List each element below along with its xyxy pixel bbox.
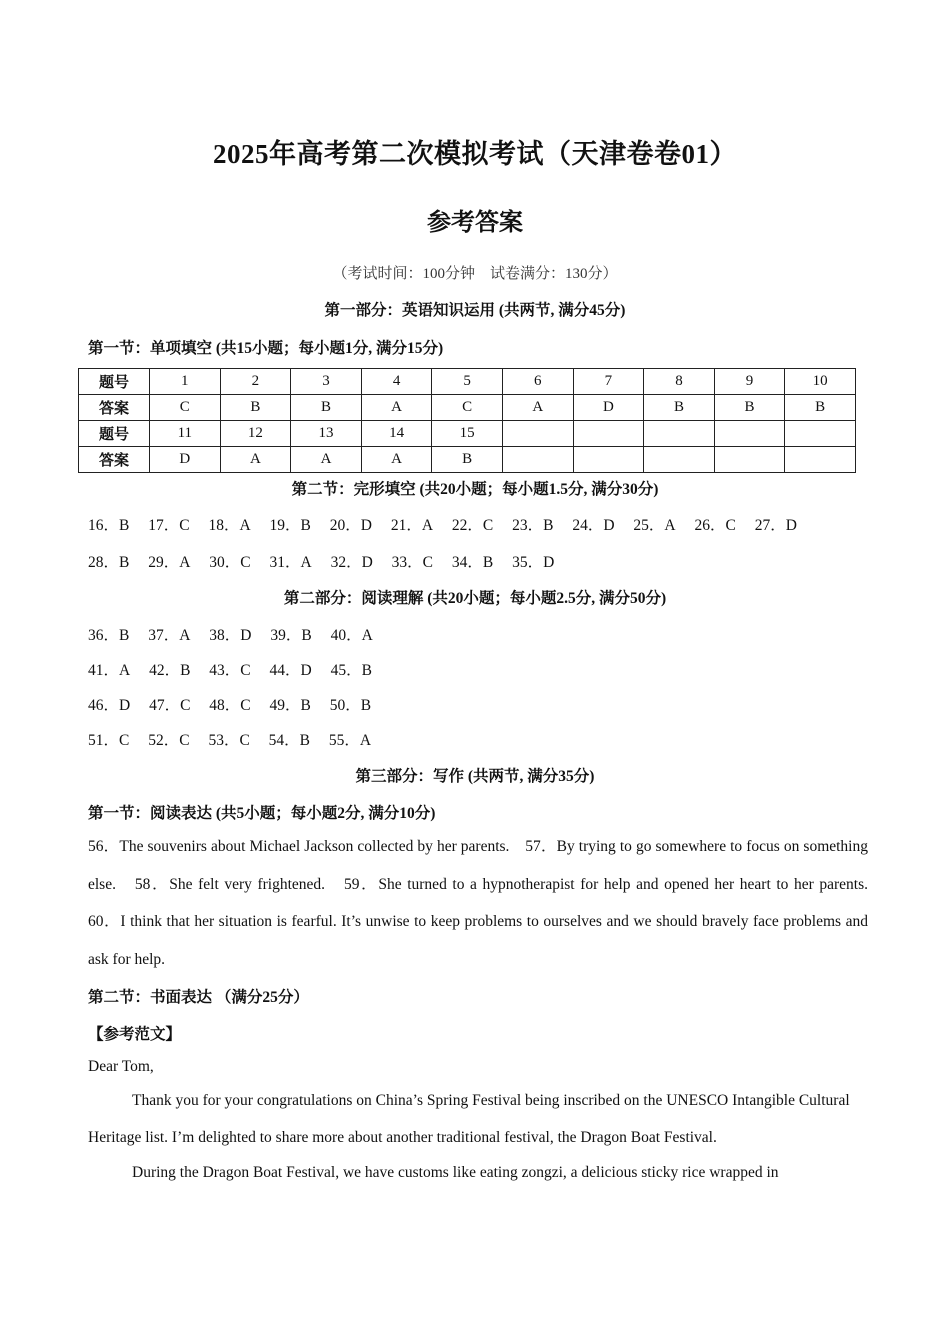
answer-item: 30．C xyxy=(209,554,251,571)
answer-item: 31．A xyxy=(269,554,312,571)
answer-item: 50．B xyxy=(329,697,372,714)
table-cell xyxy=(644,447,715,473)
table-cell: B xyxy=(785,395,856,421)
answer-item: 41．A xyxy=(88,662,131,679)
table-cell xyxy=(644,421,715,447)
table-cell: A xyxy=(291,447,362,473)
row-label: 答案 xyxy=(79,395,150,421)
answer-item: 38．D xyxy=(209,627,252,644)
exam-meta: （考试时间：100分钟 试卷满分：130分） xyxy=(332,266,618,282)
answer-item: 43．C xyxy=(209,662,251,679)
table-cell: B xyxy=(644,395,715,421)
table-cell: C xyxy=(432,395,503,421)
reading-answers-row-3 xyxy=(88,693,386,715)
part3-section2-heading: 第二节：书面表达 （满分25分） xyxy=(88,989,309,1006)
answer-item: 52．C xyxy=(148,732,190,749)
answer-item: 53．C xyxy=(208,732,250,749)
answer-item: 37．A xyxy=(148,627,191,644)
answer-item: 42．B xyxy=(149,662,191,679)
table-cell: 3 xyxy=(291,369,362,395)
letter-greeting: Dear Tom, xyxy=(88,1058,154,1075)
table-cell: 1 xyxy=(150,369,221,395)
table-cell xyxy=(573,421,644,447)
answer-item: 36．B xyxy=(88,627,130,644)
reading-answers-row-1 xyxy=(88,623,388,645)
answer-item: 18．A xyxy=(208,517,251,534)
answer-item: 40．A xyxy=(330,627,373,644)
table-cell: D xyxy=(150,447,221,473)
table-cell: A xyxy=(502,395,573,421)
table-cell: 2 xyxy=(220,369,291,395)
cloze-answers-row-1 xyxy=(88,513,812,535)
answer-item: 17．C xyxy=(148,517,190,534)
part1-section1-heading: 第一节：单项填空 (共15小题；每小题1分, 满分15分) xyxy=(88,340,444,357)
table-cell: A xyxy=(361,395,432,421)
answer-item: 23．B xyxy=(512,517,554,534)
answer-item: 35．D xyxy=(512,554,555,571)
answer-item: 27．D xyxy=(754,517,797,534)
table-cell: 5 xyxy=(432,369,503,395)
answer-item: 32．D xyxy=(330,554,373,571)
table-cell: A xyxy=(220,447,291,473)
row-label: 题号 xyxy=(79,421,150,447)
table-cell: 8 xyxy=(644,369,715,395)
answer-item: 39．B xyxy=(270,627,312,644)
answer-table xyxy=(78,368,856,473)
table-cell: B xyxy=(714,395,785,421)
table-cell: 12 xyxy=(220,421,291,447)
table-cell: 13 xyxy=(291,421,362,447)
table-cell: 11 xyxy=(150,421,221,447)
table-cell: A xyxy=(361,447,432,473)
part2-heading: 第二部分：阅读理解 (共20小题；每小题2.5分, 满分50分) xyxy=(283,590,667,607)
table-cell: B xyxy=(432,447,503,473)
answer-item: 46．D xyxy=(88,697,131,714)
answer-item: 19．B xyxy=(269,517,311,534)
table-cell xyxy=(502,421,573,447)
table-cell xyxy=(785,447,856,473)
reading-answers-row-2 xyxy=(88,658,387,680)
table-cell: 9 xyxy=(714,369,785,395)
answer-item: 44．D xyxy=(269,662,312,679)
answer-item: 24．D xyxy=(572,517,615,534)
answer-item: 20．D xyxy=(329,517,372,534)
table-cell: D xyxy=(573,395,644,421)
row-label: 题号 xyxy=(79,369,150,395)
row-label: 答案 xyxy=(79,447,150,473)
answer-item: 22．C xyxy=(451,517,494,534)
answer-item: 28．B xyxy=(88,554,130,571)
part1-heading: 第一部分：英语知识运用 (共两节, 满分45分) xyxy=(324,302,626,319)
answer-item: 45．B xyxy=(330,662,372,679)
answer-item: 25．A xyxy=(633,517,676,534)
answer-item: 55．A xyxy=(328,732,372,749)
table-cell: 15 xyxy=(432,421,503,447)
answer-item: 49．B xyxy=(269,697,311,714)
answer-item: 54．B xyxy=(268,732,310,749)
cloze-answers-row-2 xyxy=(88,550,569,572)
answer-item: 51．C xyxy=(88,732,130,749)
part3-heading: 第三部分：写作 (共两节, 满分35分) xyxy=(355,768,595,785)
table-cell xyxy=(714,447,785,473)
table-cell: 10 xyxy=(785,369,856,395)
part1-section2-heading: 第二节：完形填空 (共20小题；每小题1.5分, 满分30分) xyxy=(291,481,659,498)
table-row xyxy=(79,369,856,395)
table-cell: B xyxy=(291,395,362,421)
answer-item: 34．B xyxy=(451,554,494,571)
part3-section1-heading: 第一节：阅读表达 (共5小题；每小题2分, 满分10分) xyxy=(88,805,436,822)
answer-item: 16．B xyxy=(88,517,130,534)
table-cell xyxy=(785,421,856,447)
table-cell: 7 xyxy=(573,369,644,395)
table-cell: 4 xyxy=(361,369,432,395)
answer-item: 21．A xyxy=(390,517,434,534)
letter-paragraph-2: During the Dragon Boat Festival, we have customs like eating zongzi, a delicious sticky rice wrapped in xyxy=(132,1164,779,1181)
reading-answers-row-4 xyxy=(88,728,386,750)
table-cell: 6 xyxy=(502,369,573,395)
page-title: 2025年高考第二次模拟考试（天津卷卷01） xyxy=(213,139,737,169)
answer-item: 33．C xyxy=(391,554,434,571)
table-cell: C xyxy=(150,395,221,421)
letter-paragraph-1: Thank you for your congratulations on China’s Spring Festival being inscribed on the UNESCO Intangible Cultural Heritage list. I’m delighted to share more about another traditional festival, the Dragon Boat Festival. xyxy=(88,1092,850,1146)
table-cell xyxy=(502,447,573,473)
answer-item: 26．C xyxy=(694,517,736,534)
table-cell: 14 xyxy=(361,421,432,447)
table-cell: B xyxy=(220,395,291,421)
table-row xyxy=(79,395,856,421)
sample-essay-label: 【参考范文】 xyxy=(88,1026,182,1043)
reading-expression-answers: 56．The souvenirs about Michael Jackson collected by her parents. 57．By trying to go somewhere to focus on something else. 58．She felt very frightened. 59．She turned to a hypnotherapist for help and opened her heart to her parents. 60．I think that her situation is fearful. It’s unwise to keep problems to ourselves and we should bravely face problems and ask for help. xyxy=(88,838,884,968)
answer-item: 29．A xyxy=(148,554,191,571)
table-row xyxy=(79,447,856,473)
page-subtitle: 参考答案 xyxy=(427,210,523,236)
table-cell xyxy=(714,421,785,447)
answer-item: 47．C xyxy=(149,697,191,714)
answer-item: 48．C xyxy=(209,697,251,714)
table-cell xyxy=(573,447,644,473)
table-row xyxy=(79,421,856,447)
